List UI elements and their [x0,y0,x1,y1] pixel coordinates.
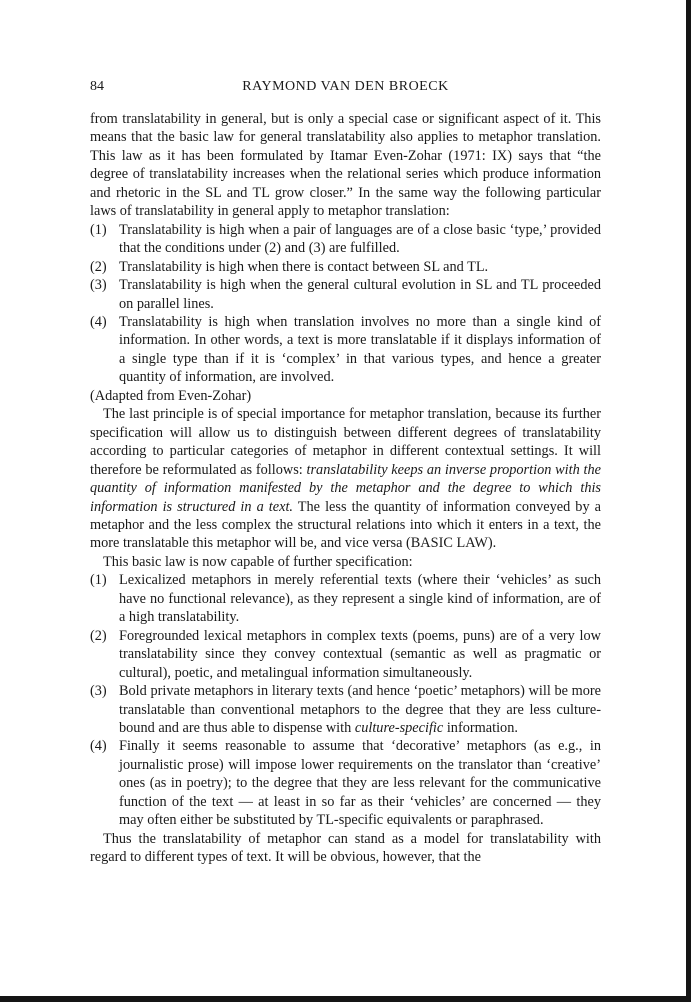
law-number: (1) [90,221,107,238]
law-text: Translatability is high when translation involves no more than a single kind of information. In other words, a text is more translatable if it displays information of a single type than if it is ‘complex’ in that various types, and hence a greater quantity of information, are involved. [119,313,601,386]
law-item [90,221,601,258]
attribution: (Adapted from Even-Zohar) [90,387,252,404]
specification-italic: culture-specific [354,719,444,736]
specification-item [90,571,601,626]
principle-paragraph [90,405,601,553]
specification-text: Finally it seems reasonable to assume that ‘decorative’ metaphors (as e.g., in journalistic prose) will impose lower requirements on the translator than ‘creative’ ones (as in poetry); to the degree that they are less relevant for the communicative function of the text — at least in so far as their ‘vehicles’ are concerned — they may often either be substituted by TL-specific equivalents or paraphrased. [119,738,601,829]
specification-number: (4) [90,738,107,755]
law-item [90,313,601,387]
law-number: (2) [90,258,107,275]
specification-text: Bold private metaphors in literary texts (and hence ‘poetic’ metaphors) will be more translatable than conventional metaphors to the degree that they are less culture-bound and are thus able to dispense with [119,683,601,736]
specification-item [90,737,601,829]
specification-item [90,627,601,682]
law-number: (3) [90,277,107,294]
law-text: Translatability is high when there is contact between SL and TL. [119,258,489,275]
body-text [90,110,601,867]
law-item [90,276,601,313]
specification-item [90,682,601,737]
law-text: Translatability is high when the general cultural evolution in SL and TL proceeded on parallel lines. [119,277,601,312]
intro-paragraph: from translatability in general, but is only a special case or significant aspect of it. This means that the basic law for general translatability also applies to metaphor translation. This law as it has been formulated by Itamar Even-Zohar (1971: IX) says that “the degree of translatability increases when the relational series which produce information and rhetoric in the SL and TL grow closer.” In the same way the following particular laws of translatability in general apply to metaphor translation: [90,111,601,220]
scan-edge-bottom [0,996,691,1002]
specification-text-end: information. [443,719,518,736]
specification-number: (3) [90,683,107,700]
law-number: (4) [90,313,107,330]
specification-number: (1) [90,572,107,589]
specification-number: (2) [90,627,107,644]
law-text: Translatability is high when a pair of languages are of a close basic ‘type,’ provided that the conditions under (2) and (3) are fulfilled. [119,221,601,257]
specification-list [90,571,601,829]
closing-paragraph: Thus the translatability of metaphor can stand as a model for translatability with regard to different types of text. It will be obvious, however, that the [90,830,601,866]
principle-text: The last principle is of special importance for metaphor translation, because its further specification will allow us to distinguish between different degrees of translatability according to particular categories of metaphor in different contextual settings. It will therefore be reformulated as follows: [90,406,601,478]
basic-law-statement: translatability keeps an inverse proportion with the quantity of information manifested by the metaphor and the degree to which this information is structured in a text. [90,461,601,515]
page-number: 84 [90,79,104,94]
law-item [90,258,601,276]
principle-text-continued: The less the quantity of information conveyed by a metaphor and the less complex the structural relations into which it enters in a text, the more translatable this metaphor will be, and vice versa (BASIC LAW). [90,498,601,552]
specification-intro: This basic law is now capable of further specification: [103,553,413,570]
specification-text: Foregrounded lexical metaphors in complex texts (poems, puns) are of a very low translatability since they convey contextual (semantic as well as pragmatic or cultural), poetic, and metalingual information simultaneously. [119,627,601,681]
scan-edge-right [686,0,691,1002]
translatability-laws-list [90,221,601,387]
running-head: RAYMOND VAN DEN BROECK [242,79,449,94]
specification-text: Lexicalized metaphors in merely referential texts (where their ‘vehicles’ as such have no functional relevance), as they represent a single kind of information, are of a high translatability. [119,572,601,626]
